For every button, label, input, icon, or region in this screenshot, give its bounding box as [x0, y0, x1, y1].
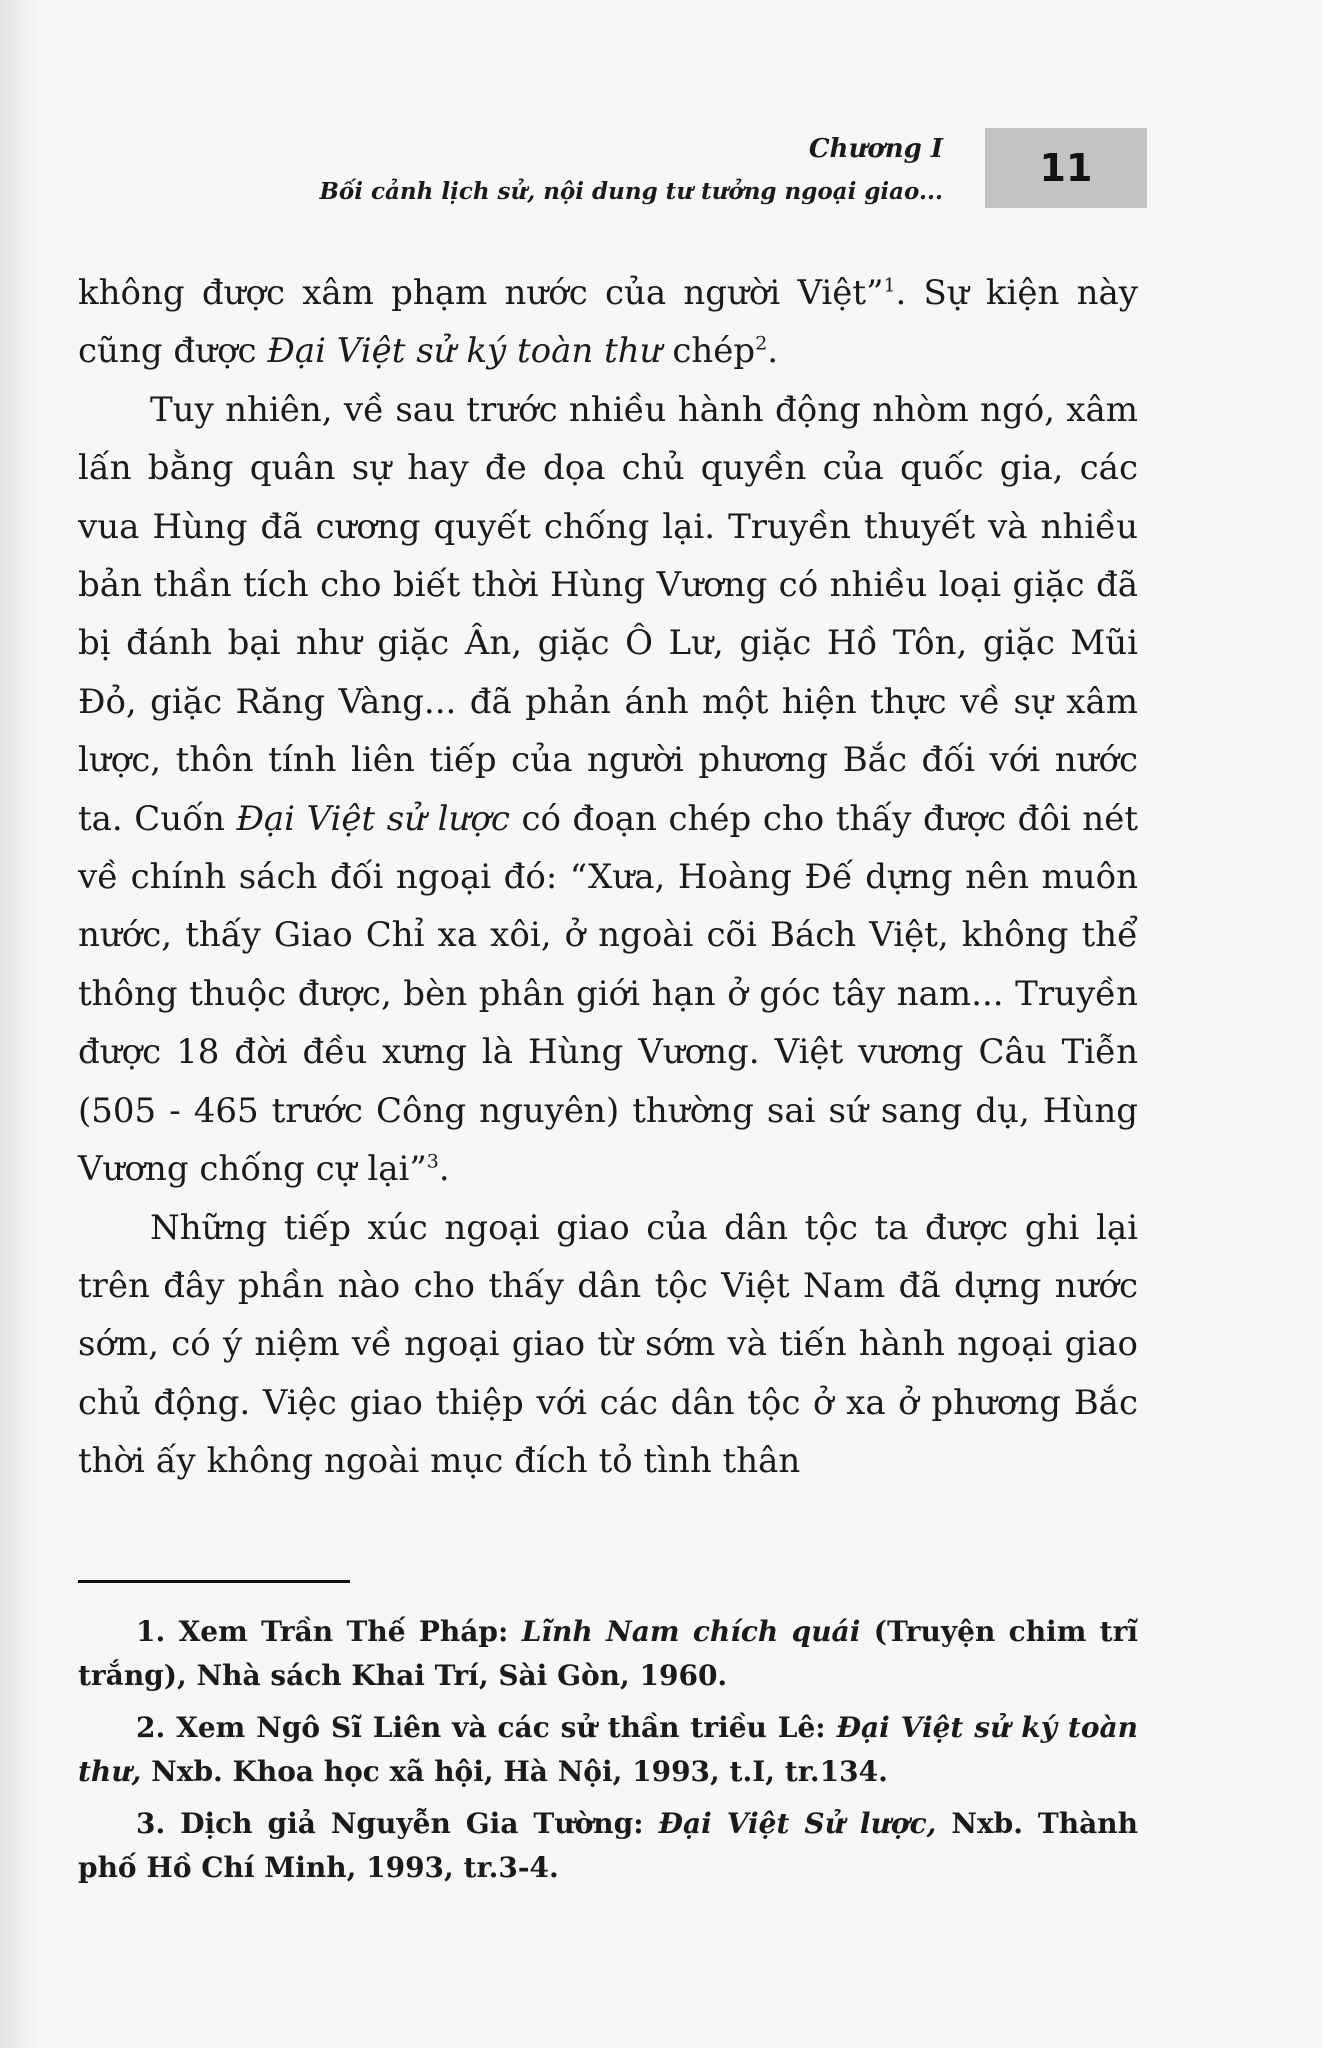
- footnote-1-post: (Truyện chim trĩ trắng), Nhà sách Khai Trí, Sài Gòn, 1960.: [78, 1615, 1138, 1692]
- paragraph-2-text-a: Tuy nhiên, về sau trước nhiều hành động nhòm ngó, xâm lấn bằng quân sự hay đe dọa chủ quyền của quốc gia, các vua Hùng đã cương quyết chống lại. Truyền thuyết và nhiều bản thần tích cho biết thời Hùng Vương có nhiều loại giặc đã bị đánh bại như giặc Ân, giặc Ô Lư, giặc Hồ Tôn, giặc Mũi Đỏ, giặc Răng Vàng... đã phản ánh một hiện thực về sự xâm lược, thôn tính liên tiếp của người phương Bắc đối với nước ta. Cuốn: [78, 389, 1138, 839]
- footnote-2-post: Nxb. Khoa học xã hội, Hà Nội, 1993, t.I, tr.134.: [141, 1755, 888, 1788]
- page-number-box: [985, 128, 1147, 208]
- paragraph-1-text-d: .: [767, 331, 779, 372]
- paragraph-2: [78, 381, 1138, 1199]
- footnote-2: [78, 1706, 1138, 1794]
- paragraph-1: [78, 264, 1138, 381]
- footnote-1: [78, 1610, 1138, 1698]
- page-number: 11: [1039, 146, 1093, 190]
- paragraph-1-text-a: không được xâm phạm nước của người Việt”: [78, 273, 884, 313]
- page-edge-shadow: [0, 0, 38, 2048]
- footnote-1-pre: 1. Xem Trần Thế Pháp:: [136, 1615, 522, 1648]
- paragraph-3: Những tiếp xúc ngoại giao của dân tộc ta được ghi lại trên đây phần nào cho thấy dân tộc Việt Nam đã dựng nước sớm, có ý niệm về ngoại giao từ sớm và tiến hành ngoại giao chủ động. Việc giao thiệp với các dân tộc ở xa ở phương Bắc thời ấy không ngoài mục đích tỏ tình thân: [78, 1207, 1138, 1482]
- footnote-1-title: Lĩnh Nam chích quái: [521, 1615, 861, 1648]
- footnote-3: [78, 1802, 1138, 1890]
- footnotes: [78, 1610, 1138, 1898]
- footnote-separator: [78, 1580, 350, 1583]
- footnote-ref-2: 2: [755, 333, 768, 356]
- paragraph-1-book-title: Đại Việt sử ký toàn thư: [267, 331, 662, 372]
- running-header-chapter: Chương I: [808, 134, 943, 164]
- footnote-3-post: Nxb. Thành phố Hồ Chí Minh, 1993, tr.3-4.: [78, 1807, 1138, 1884]
- paragraph-1-text-b: . Sự kiện này cũng được: [78, 273, 1139, 372]
- paragraph-2-text-b: có đoạn chép cho thấy được đôi nét về chính sách đối ngoại đó: “Xưa, Hoàng Đế dựng nên muôn nước, thấy Giao Chỉ xa xôi, ở ngoài cõi Bách Việt, không thể thông thuộc được, bèn phân giới hạn ở góc tây nam... Truyền được 18 đời đều xưng là Hùng Vương. Việt vương Câu Tiễn (505 - 465 trước Công nguyên) thường sai sứ sang dụ, Hùng Vương chống cự lại”: [78, 798, 1138, 1190]
- footnote-2-pre: 2. Xem Ngô Sĩ Liên và các sử thần triều Lê:: [136, 1711, 837, 1744]
- footnote-2-title: Đại Việt sử ký toàn thư,: [78, 1711, 1138, 1788]
- body-text: [78, 264, 1138, 1491]
- paragraph-1-text-c: chép: [661, 331, 756, 372]
- footnote-ref-1: 1: [883, 274, 896, 297]
- running-header-title: Bối cảnh lịch sử, nội dung tư tưởng ngoại giao...: [319, 178, 943, 205]
- footnote-3-pre: 3. Dịch giả Nguyễn Gia Tường:: [136, 1807, 659, 1840]
- footnote-3-title: Đại Việt Sử lược,: [658, 1807, 937, 1840]
- footnote-ref-3: 3: [426, 1150, 439, 1173]
- paragraph-2-book-title: Đại Việt sử lược: [236, 798, 510, 839]
- paragraph-2-text-c: .: [438, 1149, 450, 1190]
